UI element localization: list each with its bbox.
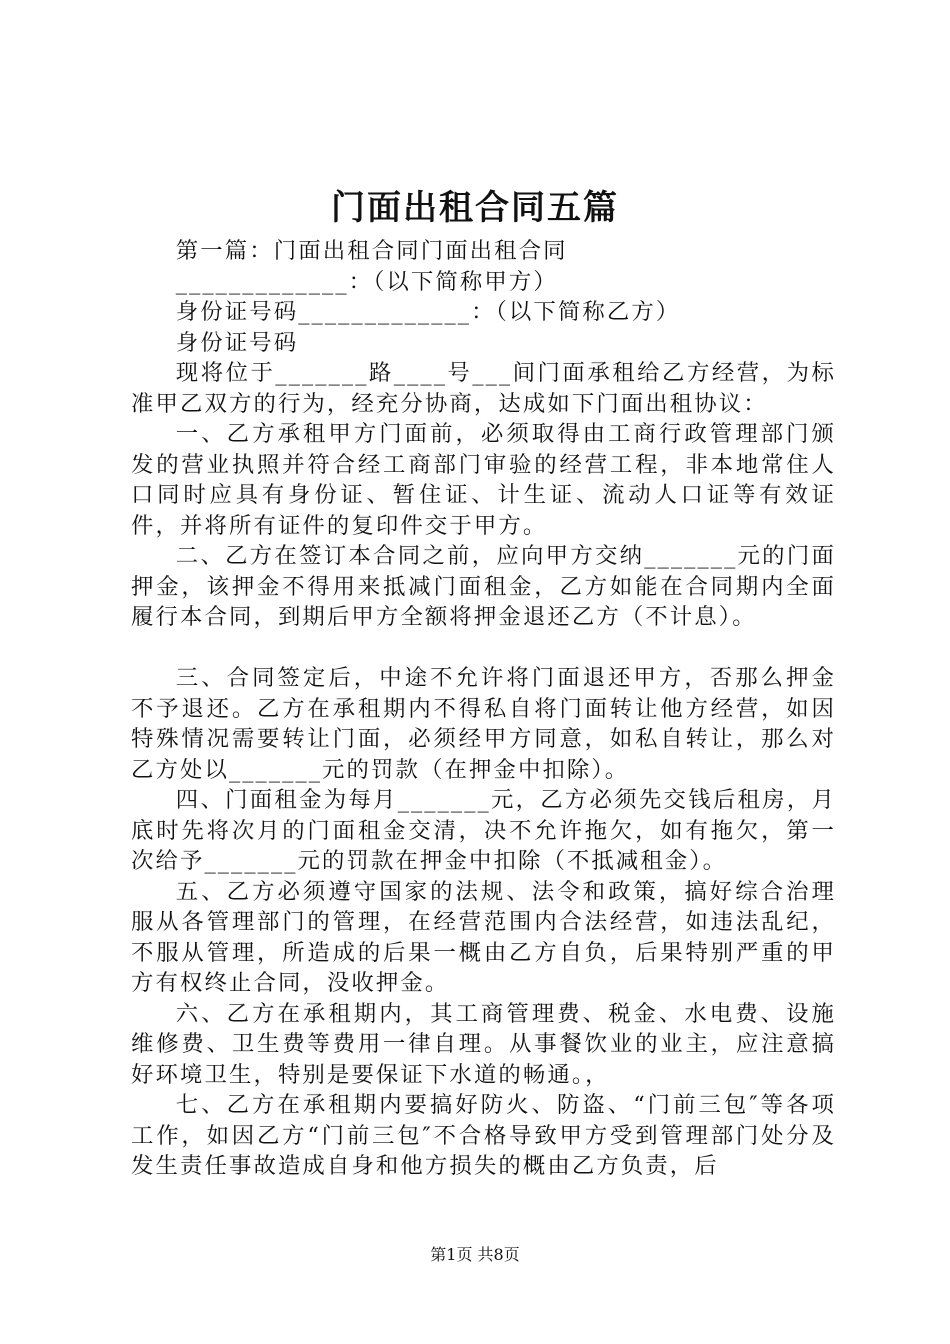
paragraph-clause-1: 一、乙方承租甲方门面前，必须取得由工商行政管理部门颁发的营业执照并符合经工商部门审验的经营工程，非本地常住人口同时应具有身份证、暂住证、计生证、流动人口证等有效证件，并将所有证件的复印件交于甲方。 <box>131 421 836 539</box>
paragraph-party-b: 身份证号码_____________：（以下简称乙方） <box>175 299 681 325</box>
paragraph-id-number: 身份证号码 <box>175 329 299 356</box>
paragraph-clause-2: 二、乙方在签订本合同之前，应向甲方交纳_______元的门面押金，该押金不得用来抵减门面租金，乙方如能在合同期内全面履行本合同，到期后甲方全额将押金退还乙方（不计息）。 <box>131 543 836 630</box>
paragraph-party-a: _____________：（以下简称甲方） <box>175 268 558 295</box>
document-body <box>131 236 836 1182</box>
document-title: 门面出租合同五篇 <box>331 188 619 228</box>
page-footer: 第1页 共8页 <box>430 1245 520 1264</box>
paragraph-clause-3: 三、合同签定后，中途不允许将门面退还甲方，否那么押金不予退还。乙方在承租期内不得私自将门面转让他方经营，如因特殊情况需要转让门面，必须经甲方同意，如私自转让，那么对乙方处以_______元的罚款（在押金中扣除）。 <box>131 665 836 783</box>
paragraph-section-heading: 第一篇：门面出租合同门面出租合同 <box>175 238 568 264</box>
paragraph-preamble: 现将位于_______路____号___间门面承租给乙方经营，为标准甲乙双方的行为，经充分协商，达成如下门面出租协议： <box>131 360 836 417</box>
paragraph-clause-5: 五、乙方必须遵守国家的法规、法令和政策，搞好综合治理服从各管理部门的管理，在经营范围内合法经营，如违法乱纪，不服从管理，所造成的后果一概由乙方自负，后果特别严重的甲方有权终止合同，没收押金。 <box>131 878 836 996</box>
blank-line <box>131 633 836 664</box>
paragraph-clause-7: 七、乙方在承租期内要搞好防火、防盗、“门前三包″等各项工作，如因乙方“门前三包″不合格导致甲方受到管理部门处分及发生责任事故造成自身和他方损失的概由乙方负责，后 <box>131 1092 836 1179</box>
paragraph-clause-6: 六、乙方在承租期内，其工商管理费、税金、水电费、设施维修费、卫生费等费用一律自理。从事餐饮业的业主，应注意搞好环境卫生，特别是要保证下水道的畅通。， <box>131 1000 836 1088</box>
paragraph-clause-4: 四、门面租金为每月_______元，乙方必须先交钱后租房，月底时先将次月的门面租金交清，决不允许拖欠，如有拖欠，第一次给予_______元的罚款在押金中扣除（不抵减租金）。 <box>131 787 836 874</box>
